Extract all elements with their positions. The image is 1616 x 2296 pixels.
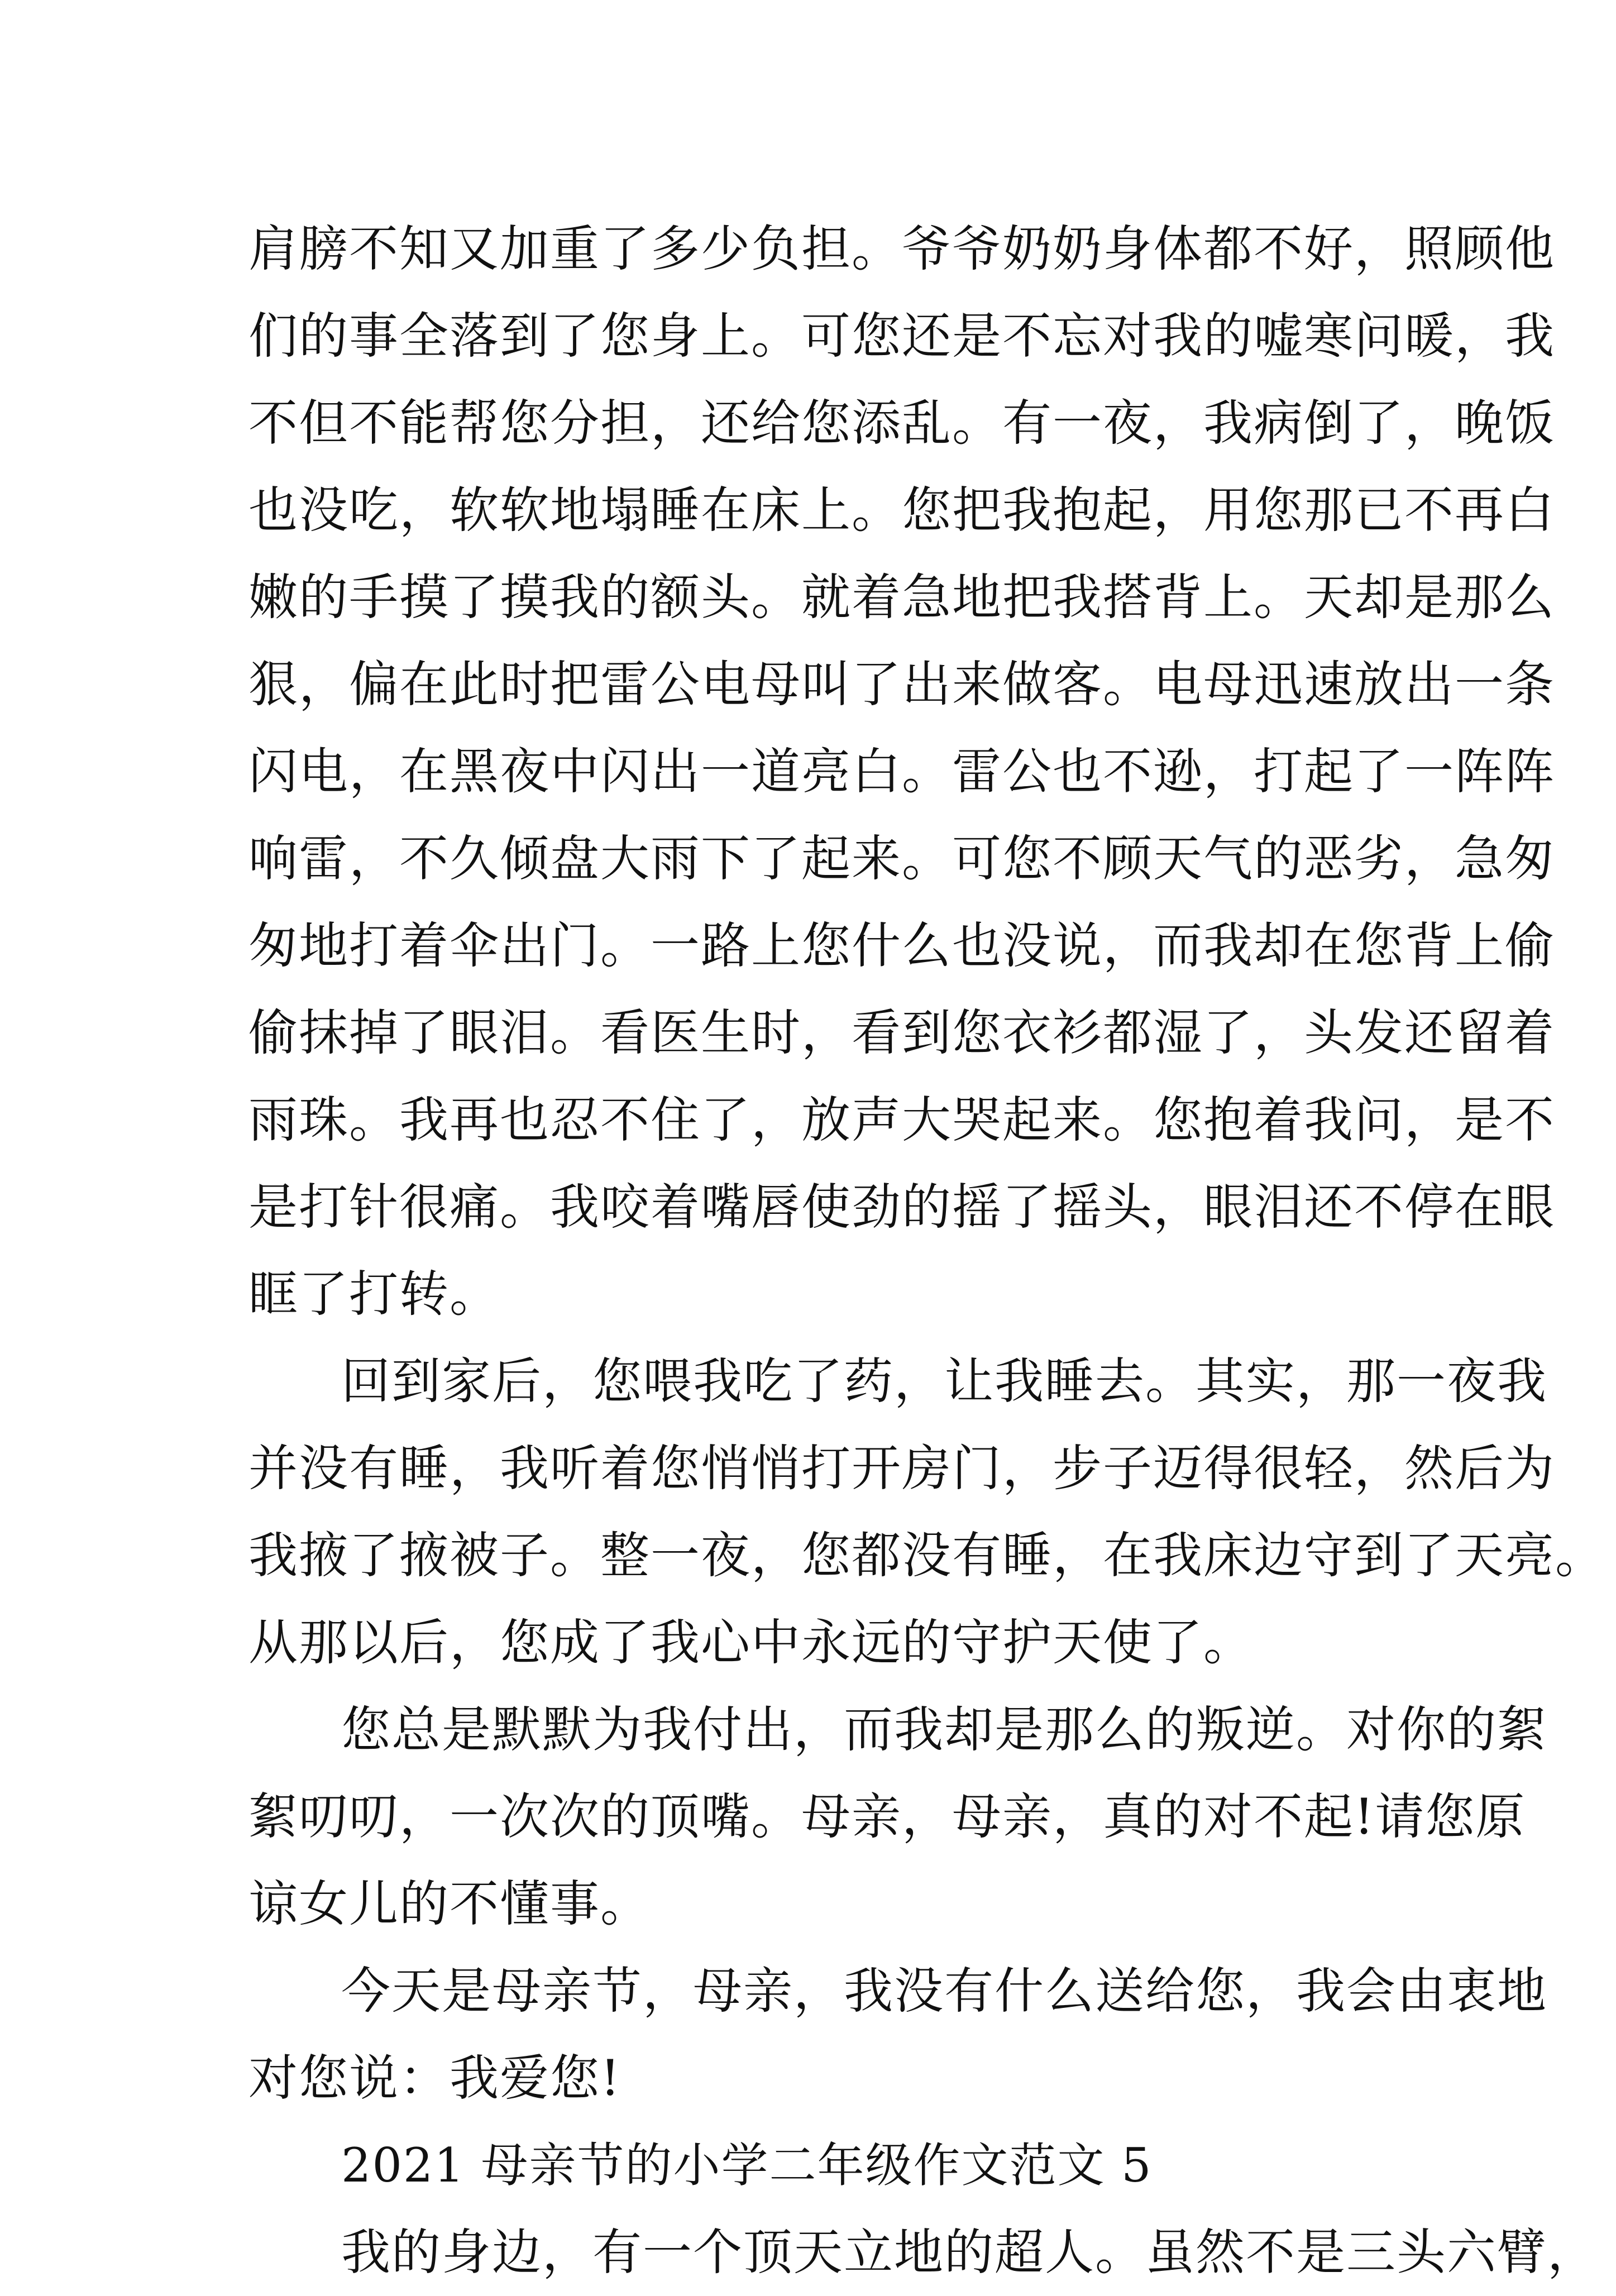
body-text xyxy=(248,205,1606,2296)
text-line: 谅女儿的不懂事。 xyxy=(248,1875,651,1933)
text-line: 响雷，不久倾盘大雨下了起来。可您不顾天气的恶劣，急匆 xyxy=(248,830,1556,887)
text-line: 今天是母亲节，母亲，我没有什么送给您，我会由衷地 xyxy=(341,1962,1548,2020)
text-line: 偷抹掉了眼泪。看医生时，看到您衣衫都湿了，头发还留着 xyxy=(248,1004,1556,1061)
text-line: 您总是默默为我付出，而我却是那么的叛逆。对你的絮 xyxy=(341,1701,1548,1758)
text-line: 匆地打着伞出门。一路上您什么也没说，而我却在您背上偷 xyxy=(248,917,1556,974)
text-line: 们的事全落到了您身上。可您还是不忘对我的嘘寒问暖，我 xyxy=(248,307,1556,365)
text-line: 闪电，在黑夜中闪出一道亮白。雷公也不逊，打起了一阵阵 xyxy=(248,743,1556,800)
text-line: 絮叨叨，一次次的顶嘴。母亲，母亲，真的对不起!请您原 xyxy=(248,1788,1526,1845)
text-line: 并没有睡，我听着您悄悄打开房门，步子迈得很轻，然后为 xyxy=(248,1439,1556,1497)
text-line: 是打针很痛。我咬着嘴唇使劲的摇了摇头，眼泪还不停在眼 xyxy=(248,1178,1556,1236)
text-line: 我掖了掖被子。整一夜，您都没有睡，在我床边守到了天亮。 xyxy=(248,1527,1606,1584)
section-heading: 2021 母亲节的小学二年级作文范文 5 xyxy=(341,2138,1153,2193)
text-line: 回到家后，您喂我吃了药，让我睡去。其实，那一夜我 xyxy=(341,1352,1548,1410)
text-line: 也没吃，软软地塌睡在床上。您把我抱起，用您那已不再白 xyxy=(248,481,1556,539)
text-line: 肩膀不知又加重了多少负担。爷爷奶奶身体都不好，照顾他 xyxy=(248,220,1556,278)
text-line: 眶了打转。 xyxy=(248,1265,500,1323)
text-line: 从那以后，您成了我心中永远的守护天使了。 xyxy=(248,1614,1254,1671)
text-line: 我的身边，有一个顶天立地的超人。虽然不是三头六臂， xyxy=(341,2223,1598,2281)
text-line: 不但不能帮您分担，还给您添乱。有一夜，我病倒了，晚饭 xyxy=(248,394,1556,452)
text-line: 雨珠。我再也忍不住了，放声大哭起来。您抱着我问，是不 xyxy=(248,1091,1556,1149)
text-line: 狠，偏在此时把雷公电母叫了出来做客。电母迅速放出一条 xyxy=(248,656,1556,713)
text-line: 对您说：我爱您! xyxy=(248,2049,621,2107)
text-line: 嫩的手摸了摸我的额头。就着急地把我搭背上。天却是那么 xyxy=(248,568,1556,626)
